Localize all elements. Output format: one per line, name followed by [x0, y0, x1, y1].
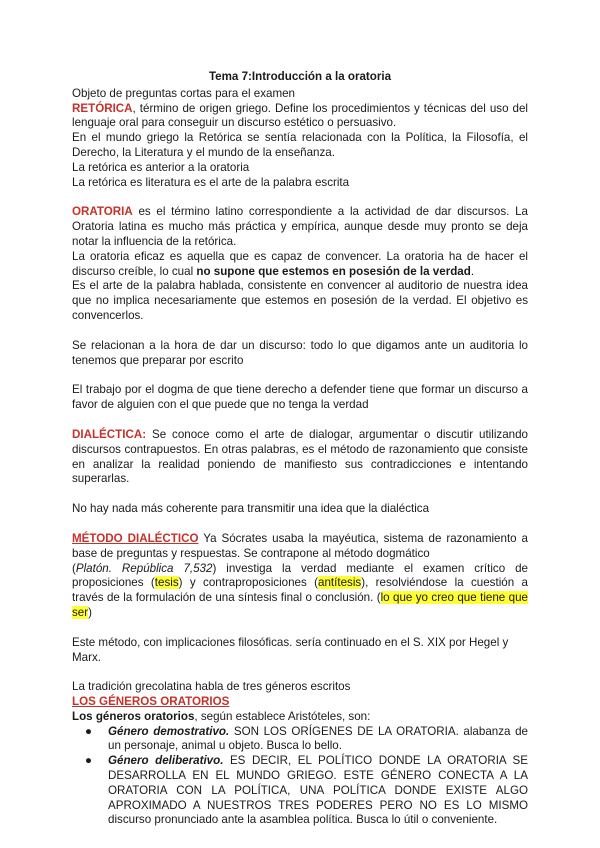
generos-intro-rest: , según establece Aristóteles, son: — [194, 709, 371, 723]
dialectica-coherente: No hay nada más coherente para transmitir una idea que la dialéctica — [72, 502, 430, 516]
oratoria-paragraph — [72, 205, 528, 249]
bullet-icon: ● — [85, 754, 93, 768]
oratoria-eficaz-bold: no supone que estemos en posesión de la verdad — [196, 264, 471, 278]
metodo-platon — [72, 562, 528, 621]
metodo-text-1: ) investiga la verdad mediante el examen crítico de proposiciones ( — [72, 561, 528, 590]
metodo-close-paren: ) — [88, 605, 92, 619]
dialectica-definition: Se conoce como el arte de dialogar, argumentar o discutir utilizando discursos contrapuestos. En otras palabras, es el método de razonamiento que consiste en analizar la realidad poniendo de manifiesto sus contradicciones e intentando superarlas. — [72, 427, 528, 486]
metodo-continuado: Este método, con implicaciones filosóficas. sería continuado en el S. XIX por Hegel y Marx. — [72, 635, 509, 664]
conclusion-highlight: lo que yo creo que tiene que ser — [72, 591, 528, 619]
retorica-context: En el mundo griego la Retórica se sentía relacionada con la Política, la Filosofía, el Derecho, la Literatura y el mundo de la enseñanza. — [72, 131, 528, 159]
intro-line: Objeto de preguntas cortas para el examen — [72, 86, 295, 100]
metodo-text-2: ) y contraproposiciones ( — [178, 576, 319, 590]
oratoria-arte: Es el arte de la palabra hablada, consistente en convencer al auditorio de nuestra idea que no implica necesariamente que estemos en posesión de la verdad. El objetivo es convencerlos. — [72, 279, 528, 322]
oratoria-eficaz-end: . — [470, 264, 475, 278]
oratoria-term: ORATORIA — [72, 205, 133, 219]
metodo-term: MÉTODO DIALÉCTICO — [72, 531, 199, 545]
oratoria-eficaz — [72, 250, 528, 280]
retorica-definition: , término de origen griego. Define los procedimientos y técnicas del uso del lenguaje oral para conseguir un discurso estético o persuasivo. — [72, 101, 528, 130]
dialectica-paragraph — [72, 428, 528, 487]
retorica-term: RETÓRICA — [72, 101, 133, 115]
metodo-definition: Ya Sócrates usaba la mayéutica, sistema de razonamiento a base de preguntas y respuestas. Se contrapone al método dogmático — [72, 531, 528, 560]
retorica-paragraph — [72, 102, 528, 132]
dialectica-term: DIALÉCTICA: — [72, 427, 147, 441]
generos-tradicion: La tradición grecolatina habla de tres géneros escritos — [72, 680, 351, 694]
generos-heading: LOS GÉNEROS ORATORIOS — [72, 695, 230, 709]
antitesis-highlight: antítesis — [318, 576, 362, 590]
metodo-open-paren: ( — [72, 561, 76, 575]
genre-description: ES DECIR, EL POLÍTICO DONDE LA ORATORIA SE DESARROLLA EN EL MUNDO GRIEGO. ESTE GÉNERO CONECTA A LA ORATORIA CON LA POLÍTICA, UNA POLÍTICA DONDE EXISTE ALGO APROXIMADO A NUESTROS TRES PODERES PERO NO ES LO MISMO discurso pronunciado ante la asamblea política. Busca lo útil o conveniente. — [108, 754, 529, 827]
genre-description: SON LOS ORÍGENES DE LA ORATORIA. alabanza de un personaje, animal u objeto. Busca lo bello. — [108, 724, 528, 753]
metodo-paragraph — [72, 532, 528, 562]
oratoria-definition: es el término latino correspondiente a la actividad de dar discursos. La Oratoria latina es mucho más práctica y empírica, aunque desde muy pronto se deja notar la influencia de la retórica. — [72, 205, 528, 248]
generos-intro-bold: Los géneros oratorios — [72, 709, 195, 723]
platon-citation: Platón. República 7,532 — [75, 561, 213, 575]
tesis-highlight: tesis — [154, 576, 179, 590]
retorica-literatura: La retórica es literatura es el arte de la palabra escrita — [72, 175, 350, 189]
bullet-icon: ● — [85, 724, 93, 738]
retorica-anterior: La retórica es anterior a la oratoria — [72, 160, 250, 174]
document-body — [72, 70, 528, 828]
generos-list — [72, 725, 528, 829]
relacion-paragraph: Se relacionan a la hora de dar un discurso: todo lo que digamos ante un auditoria lo tenemos que preparar por escrito — [72, 338, 528, 367]
genre-name: Género demostrativo. — [108, 724, 230, 738]
generos-intro — [72, 710, 528, 725]
oratoria-eficaz-text: La oratoria eficaz es aquella que es capaz de convencer. La oratoria ha de hacer el discurso creíble, lo cual — [72, 249, 528, 278]
list-item — [85, 754, 529, 828]
trabajo-paragraph: El trabajo por el dogma de que tiene derecho a defender tiene que formar un discurso a favor de alguien con el que puede que no tenga la verdad — [72, 383, 528, 412]
metodo-text-3: ), resolviéndose la cuestión a través de la formulación de una síntesis final o conclusión. ( — [72, 576, 528, 605]
list-item — [85, 724, 528, 755]
genre-name: Género deliberativo. — [108, 754, 224, 768]
page-title: Tema 7:Introducción a la oratoria — [208, 70, 392, 83]
